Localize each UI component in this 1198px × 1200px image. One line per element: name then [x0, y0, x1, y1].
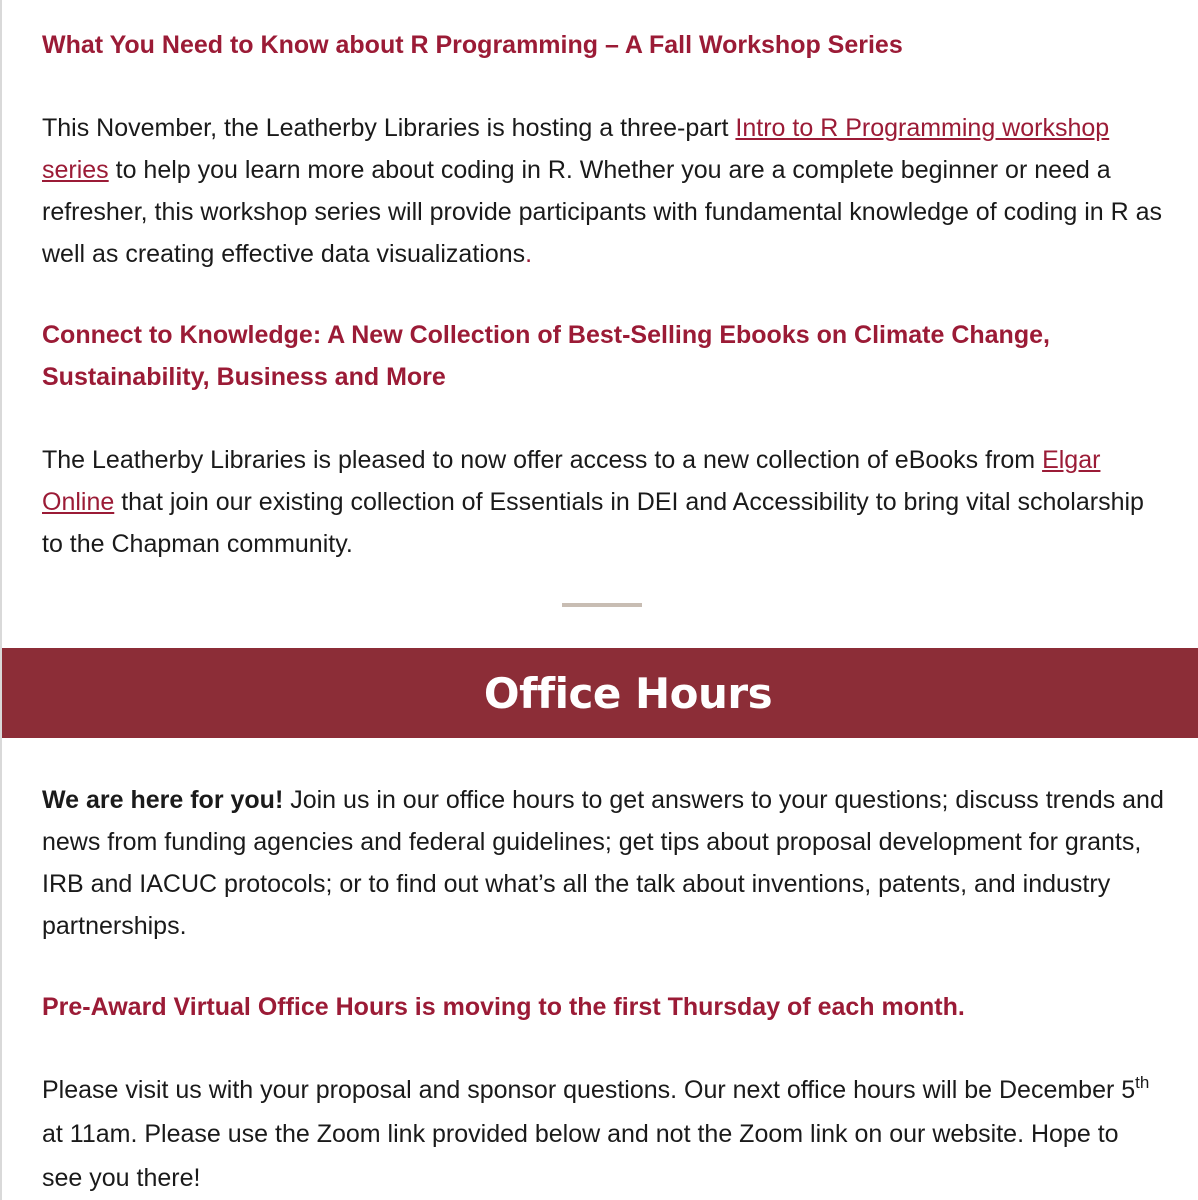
office-hours-intro: [42, 779, 1172, 947]
ebooks-paragraph: [42, 439, 1162, 565]
r-text-before-link: This November, the Leatherby Libraries is hosting a three-part: [42, 114, 736, 142]
r-workshop-paragraph: [42, 107, 1162, 275]
office-hours-intro-text: Join us in our office hours to get answers to your questions; discuss trends and news from funding agencies and federal guidelines; get tips about proposal development for grants, IRB and IACUC protocols; or to find out what’s all the talk about inventions, patents, and industry partnerships.: [42, 786, 1164, 940]
visit-text-1: Please visit us with your proposal and sponsor questions. Our next office hours will be December 5: [42, 1076, 1136, 1104]
visit-text-2: at 11am. Please use the Zoom link provided below and not the Zoom link on our website. Hope to see you there!: [42, 1120, 1119, 1192]
visit-paragraph: [42, 1068, 1162, 1200]
left-border: [0, 0, 2, 1200]
r-text-after-link: to help you learn more about coding in R. Whether you are a complete beginner or need a refresher, this workshop series will provide participants with fundamental knowledge of coding in R as well as creating effective data visualizations: [42, 156, 1163, 268]
section-divider: [562, 603, 642, 607]
elgar-online-link[interactable]: Elgar Online: [42, 446, 1101, 516]
office-hours-intro-bold: We are here for you!: [42, 786, 284, 814]
ebooks-heading: Connect to Knowledge: A New Collection of Best-Selling Ebooks on Climate Change, Sustainability, Business and More: [42, 321, 1050, 391]
preaward-heading: Pre-Award Virtual Office Hours is moving to the first Thursday of each month.: [42, 993, 965, 1021]
office-hours-banner: [2, 648, 1198, 738]
intro-r-workshop-link[interactable]: Intro to R Programming workshop series: [42, 114, 1110, 184]
visit-ordinal-suffix: th: [1135, 1073, 1150, 1092]
r-trailing-period: .: [525, 240, 533, 268]
office-hours-banner-title: Office Hours: [483, 668, 773, 718]
ebooks-text-before-link: The Leatherby Libraries is pleased to now offer access to a new collection of eBooks from: [42, 446, 1043, 474]
r-workshop-heading: What You Need to Know about R Programming – A Fall Workshop Series: [42, 31, 903, 59]
ebooks-text-after-link: that join our existing collection of Essentials in DEI and Accessibility to bring vital scholarship to the Chapman community.: [42, 488, 1144, 558]
